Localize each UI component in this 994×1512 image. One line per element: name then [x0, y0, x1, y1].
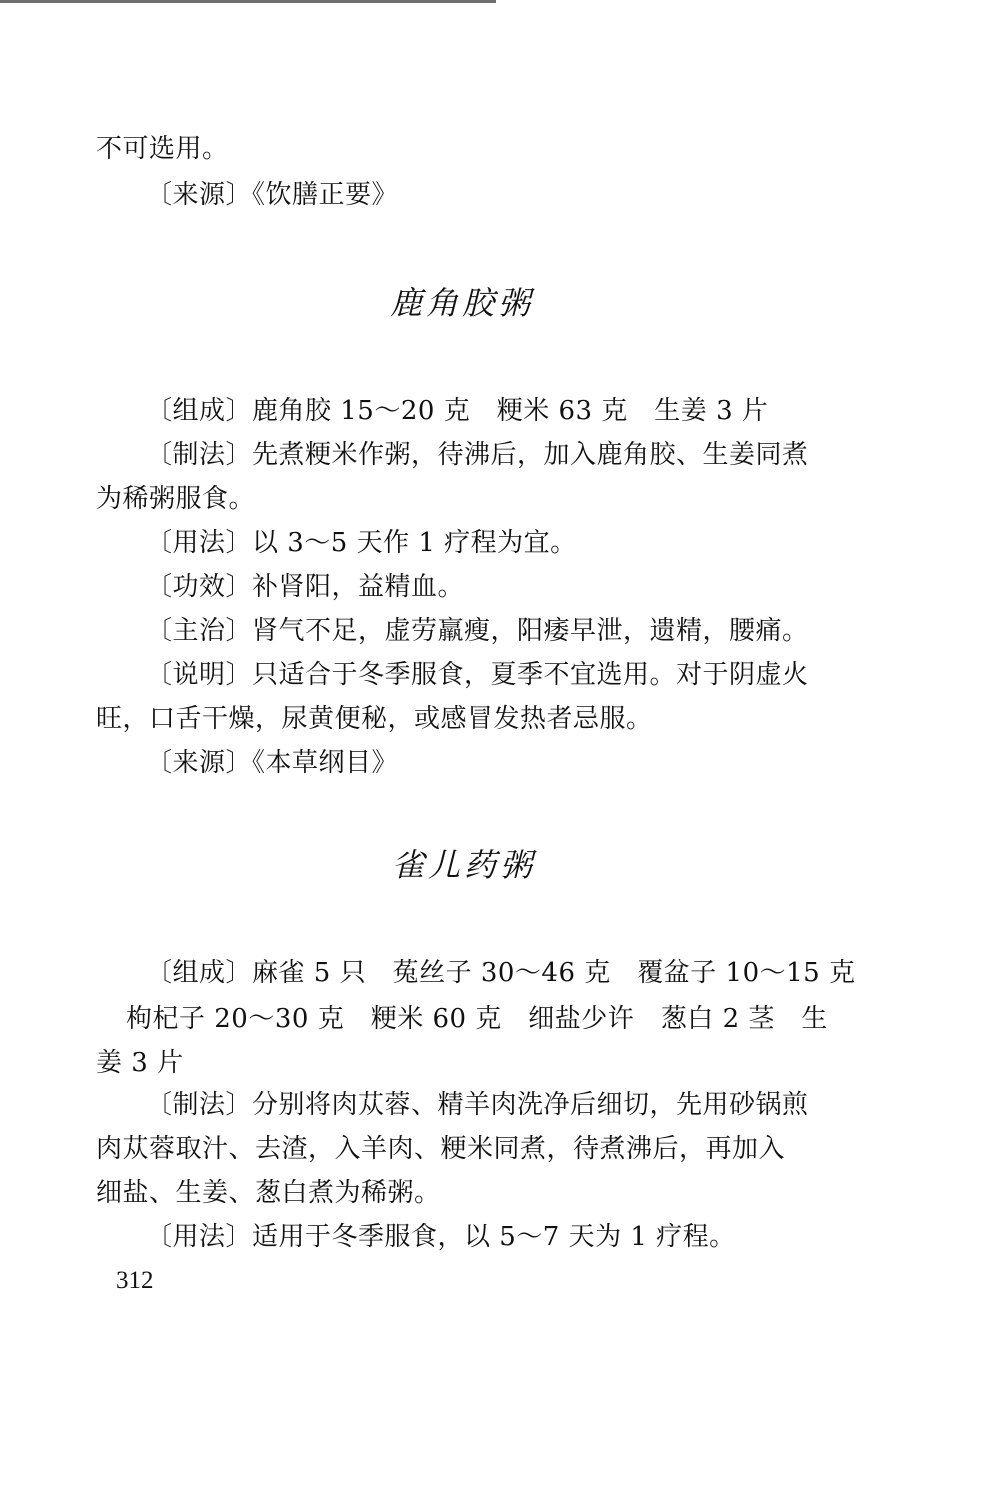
text-line: 细盐、生姜、葱白煮为稀粥。 [96, 1178, 441, 1208]
page-number: 312 [116, 1267, 154, 1294]
source-line: 〔来源〕《本草纲目》 [146, 748, 399, 778]
usage-line: 〔用法〕以 3～5 天作 1 疗程为宜。 [146, 528, 577, 558]
ingredients-line: 〔组成〕鹿角胶 15～20 克 粳米 63 克 生姜 3 片 [146, 396, 769, 426]
source-line: 〔来源〕《饮膳正要》 [146, 180, 399, 210]
note-line: 〔说明〕只适合于冬季服食，夏季不宜选用。对于阴虚火 [146, 660, 809, 690]
method-line: 〔制法〕先煮粳米作粥，待沸后，加入鹿角胶、生姜同煮 [146, 440, 809, 470]
text-line: 为稀粥服食。 [96, 484, 256, 514]
top-rule [0, 0, 496, 3]
recipe-heading: 鹿角胶粥 [390, 284, 535, 322]
text-line: 不可选用。 [96, 134, 229, 164]
text-line: 旺，口舌干燥，尿黄便秘，或感冒发热者忌服。 [96, 704, 653, 734]
text-line: 肉苁蓉取汁、去渣，入羊肉、粳米同煮，待煮沸后，再加入 [96, 1134, 786, 1164]
text-line: 姜 3 片 [96, 1048, 184, 1078]
text-line: 枸杞子 20～30 克 粳米 60 克 细盐少许 葱白 2 茎 生 [126, 1004, 828, 1034]
ingredients-line: 〔组成〕麻雀 5 只 菟丝子 30～46 克 覆盆子 10～15 克 [146, 958, 856, 988]
method-line: 〔制法〕分别将肉苁蓉、精羊肉洗净后细切，先用砂锅煎 [146, 1090, 809, 1120]
effect-line: 〔功效〕补肾阳，益精血。 [146, 572, 465, 602]
indication-line: 〔主治〕肾气不足，虚劳羸瘦，阳痿早泄，遗精，腰痛。 [146, 616, 809, 646]
usage-line: 〔用法〕适用于冬季服食，以 5～7 天为 1 疗程。 [146, 1222, 736, 1252]
recipe-heading: 雀儿药粥 [392, 846, 537, 884]
